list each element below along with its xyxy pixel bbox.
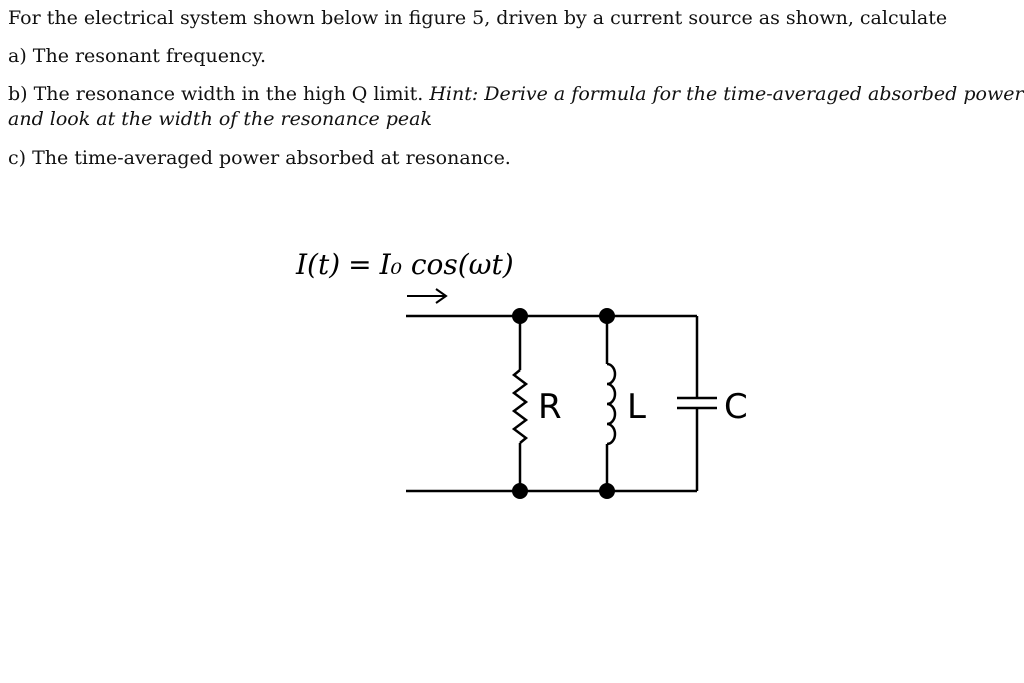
source-formula (295, 248, 514, 281)
source-equals: = (348, 248, 372, 281)
junction-dot (512, 308, 528, 324)
part-a: a) The resonant frequency. (8, 45, 267, 67)
problem-intro: For the electrical system shown below in figure 5, driven by a current source as shown, calculate (8, 7, 948, 29)
capacitor (677, 316, 717, 491)
junction-dot (512, 483, 528, 499)
part-b-hint: Hint: Derive a formula for the time-averaged absorbed power (429, 83, 1024, 105)
junction-dot (599, 308, 615, 324)
part-b-text: b) The resonance width in the high Q limit. (8, 83, 424, 105)
part-c: c) The time-averaged power absorbed at resonance. (8, 147, 511, 169)
current-arrow (407, 289, 446, 303)
junction-dot (599, 483, 615, 499)
resistor-label: R (538, 387, 562, 427)
source-lhs: I(t) (296, 248, 341, 281)
source-rhs: I₀ cos(ωt) (379, 248, 514, 281)
inductor-label: L (627, 387, 646, 427)
part-b-hint-continued: and look at the width of the resonance peak (8, 108, 433, 130)
capacitor-label: C (724, 387, 748, 427)
resistor (514, 316, 526, 491)
inductor (607, 316, 615, 491)
